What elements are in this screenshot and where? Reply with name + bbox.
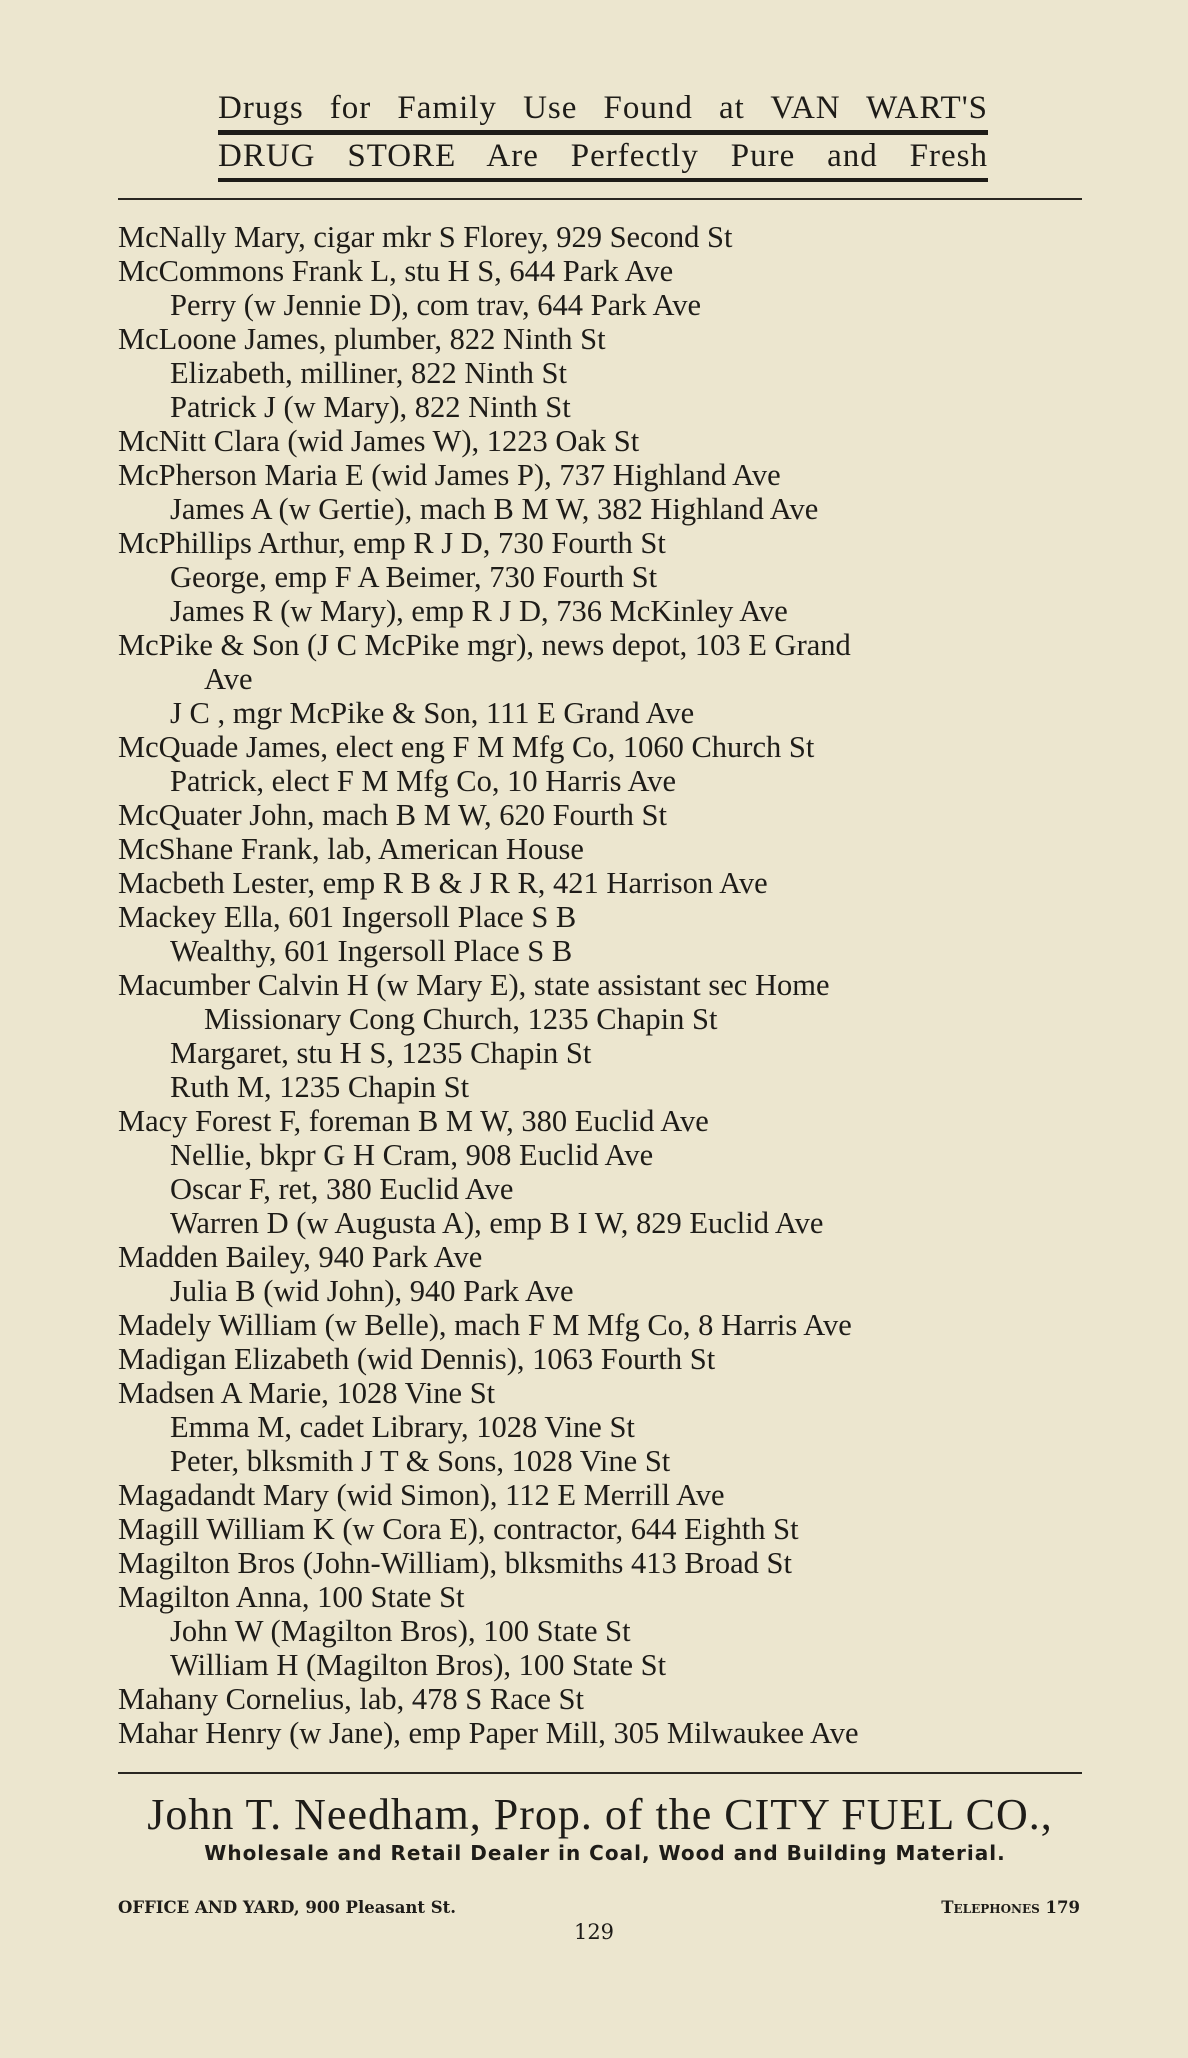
directory-entry: Elizabeth, milliner, 822 Ninth St — [170, 356, 567, 390]
directory-entry: Macbeth Lester, emp R B & J R R, 421 Harrison Ave — [118, 866, 768, 900]
fuel-company-subtitle: Wholesale and Retail Dealer in Coal, Wood and Building Material. — [204, 1841, 1006, 1865]
directory-entry: Madden Bailey, 940 Park Ave — [118, 1240, 483, 1274]
directory-entry: Madely William (w Belle), mach F M Mfg Co, 8 Harris Ave — [118, 1308, 852, 1342]
directory-entry: Mackey Ella, 601 Ingersoll Place S B — [118, 900, 577, 934]
directory-entry: McNitt Clara (wid James W), 1223 Oak St — [118, 424, 640, 458]
directory-entry: Magill William K (w Cora E), contractor, 644 Eighth St — [118, 1512, 799, 1546]
directory-entry: McQuater John, mach B M W, 620 Fourth St — [118, 798, 667, 832]
directory-entry: Madsen A Marie, 1028 Vine St — [118, 1376, 496, 1410]
directory-entry: McQuade James, elect eng F M Mfg Co, 1060 Church St — [118, 730, 815, 764]
directory-entry: Madigan Elizabeth (wid Dennis), 1063 Fourth St — [118, 1342, 716, 1376]
directory-entry: McCommons Frank L, stu H S, 644 Park Ave — [118, 254, 674, 288]
directory-entry: Margaret, stu H S, 1235 Chapin St — [170, 1036, 592, 1070]
directory-entry: McPherson Maria E (wid James P), 737 Highland Ave — [118, 458, 781, 492]
directory-entry: Wealthy, 601 Ingersoll Place S B — [170, 934, 573, 968]
telephone-number: Telephones 179 — [941, 1898, 1080, 1917]
fuel-company-title: John T. Needham, Prop. of the CITY FUEL CO., — [147, 1790, 1053, 1839]
directory-entry: John W (Magilton Bros), 100 State St — [170, 1614, 631, 1648]
directory-entry: Patrick, elect F M Mfg Co, 10 Harris Ave — [170, 764, 676, 798]
directory-entry: Warren D (w Augusta A), emp B I W, 829 Euclid Ave — [170, 1206, 824, 1240]
ad-line-1: Drugs for Family Use Found at VAN WART'S — [218, 90, 988, 126]
directory-entry: Perry (w Jennie D), com trav, 644 Park Ave — [170, 288, 702, 322]
directory-entry: George, emp F A Beimer, 730 Fourth St — [170, 560, 658, 594]
directory-entry: Peter, blksmith J T & Sons, 1028 Vine St — [170, 1444, 671, 1478]
directory-entry: Ruth M, 1235 Chapin St — [170, 1070, 470, 1104]
directory-entry: McShane Frank, lab, American House — [118, 832, 584, 866]
directory-entry: McNally Mary, cigar mkr S Florey, 929 Second St — [118, 220, 733, 254]
directory-entry: Patrick J (w Mary), 822 Ninth St — [170, 390, 571, 424]
directory-entry: Magilton Anna, 100 State St — [118, 1580, 465, 1614]
directory-entry: Mahar Henry (w Jane), emp Paper Mill, 305 Milwaukee Ave — [118, 1716, 859, 1750]
ad-line-2: DRUG STORE Are Perfectly Pure and Fresh — [218, 138, 988, 174]
directory-entry: Mahany Cornelius, lab, 478 S Race St — [118, 1682, 584, 1716]
office-address: OFFICE AND YARD, 900 Pleasant St. — [118, 1898, 457, 1917]
ad-underline-2 — [218, 178, 988, 182]
directory-entry: Emma M, cadet Library, 1028 Vine St — [170, 1410, 635, 1444]
directory-entry: J C , mgr McPike & Son, 111 E Grand Ave — [170, 696, 695, 730]
directory-entry: Julia B (wid John), 940 Park Ave — [170, 1274, 574, 1308]
directory-entry: James A (w Gertie), mach B M W, 382 Highland Ave — [170, 492, 819, 526]
directory-entry: McLoone James, plumber, 822 Ninth St — [118, 322, 606, 356]
directory-entry: Nellie, bkpr G H Cram, 908 Euclid Ave — [170, 1138, 654, 1172]
directory-entry: McPhillips Arthur, emp R J D, 730 Fourth St — [118, 526, 666, 560]
directory-listing — [118, 220, 1098, 1750]
top-divider — [118, 198, 1082, 200]
drug-store-advertisement — [218, 88, 988, 183]
directory-entry: Missionary Cong Church, 1235 Chapin St — [204, 1002, 718, 1036]
directory-entry: Magilton Bros (John-William), blksmiths 413 Broad St — [118, 1546, 792, 1580]
page-number: 129 — [573, 1920, 615, 1944]
directory-entry: James R (w Mary), emp R J D, 736 McKinley Ave — [170, 594, 788, 628]
directory-entry: Magadandt Mary (wid Simon), 112 E Merrill Ave — [118, 1478, 725, 1512]
directory-entry: Macumber Calvin H (w Mary E), state assistant sec Home — [118, 968, 830, 1002]
directory-entry: Ave — [204, 662, 253, 696]
directory-entry: William H (Magilton Bros), 100 State St — [170, 1648, 667, 1682]
ad-underline-1 — [218, 130, 988, 135]
directory-entry: Oscar F, ret, 380 Euclid Ave — [170, 1172, 514, 1206]
directory-entry: McPike & Son (J C McPike mgr), news depot, 103 E Grand — [118, 628, 851, 662]
directory-entry: Macy Forest F, foreman B M W, 380 Euclid Ave — [118, 1104, 709, 1138]
bottom-divider — [118, 1772, 1082, 1774]
